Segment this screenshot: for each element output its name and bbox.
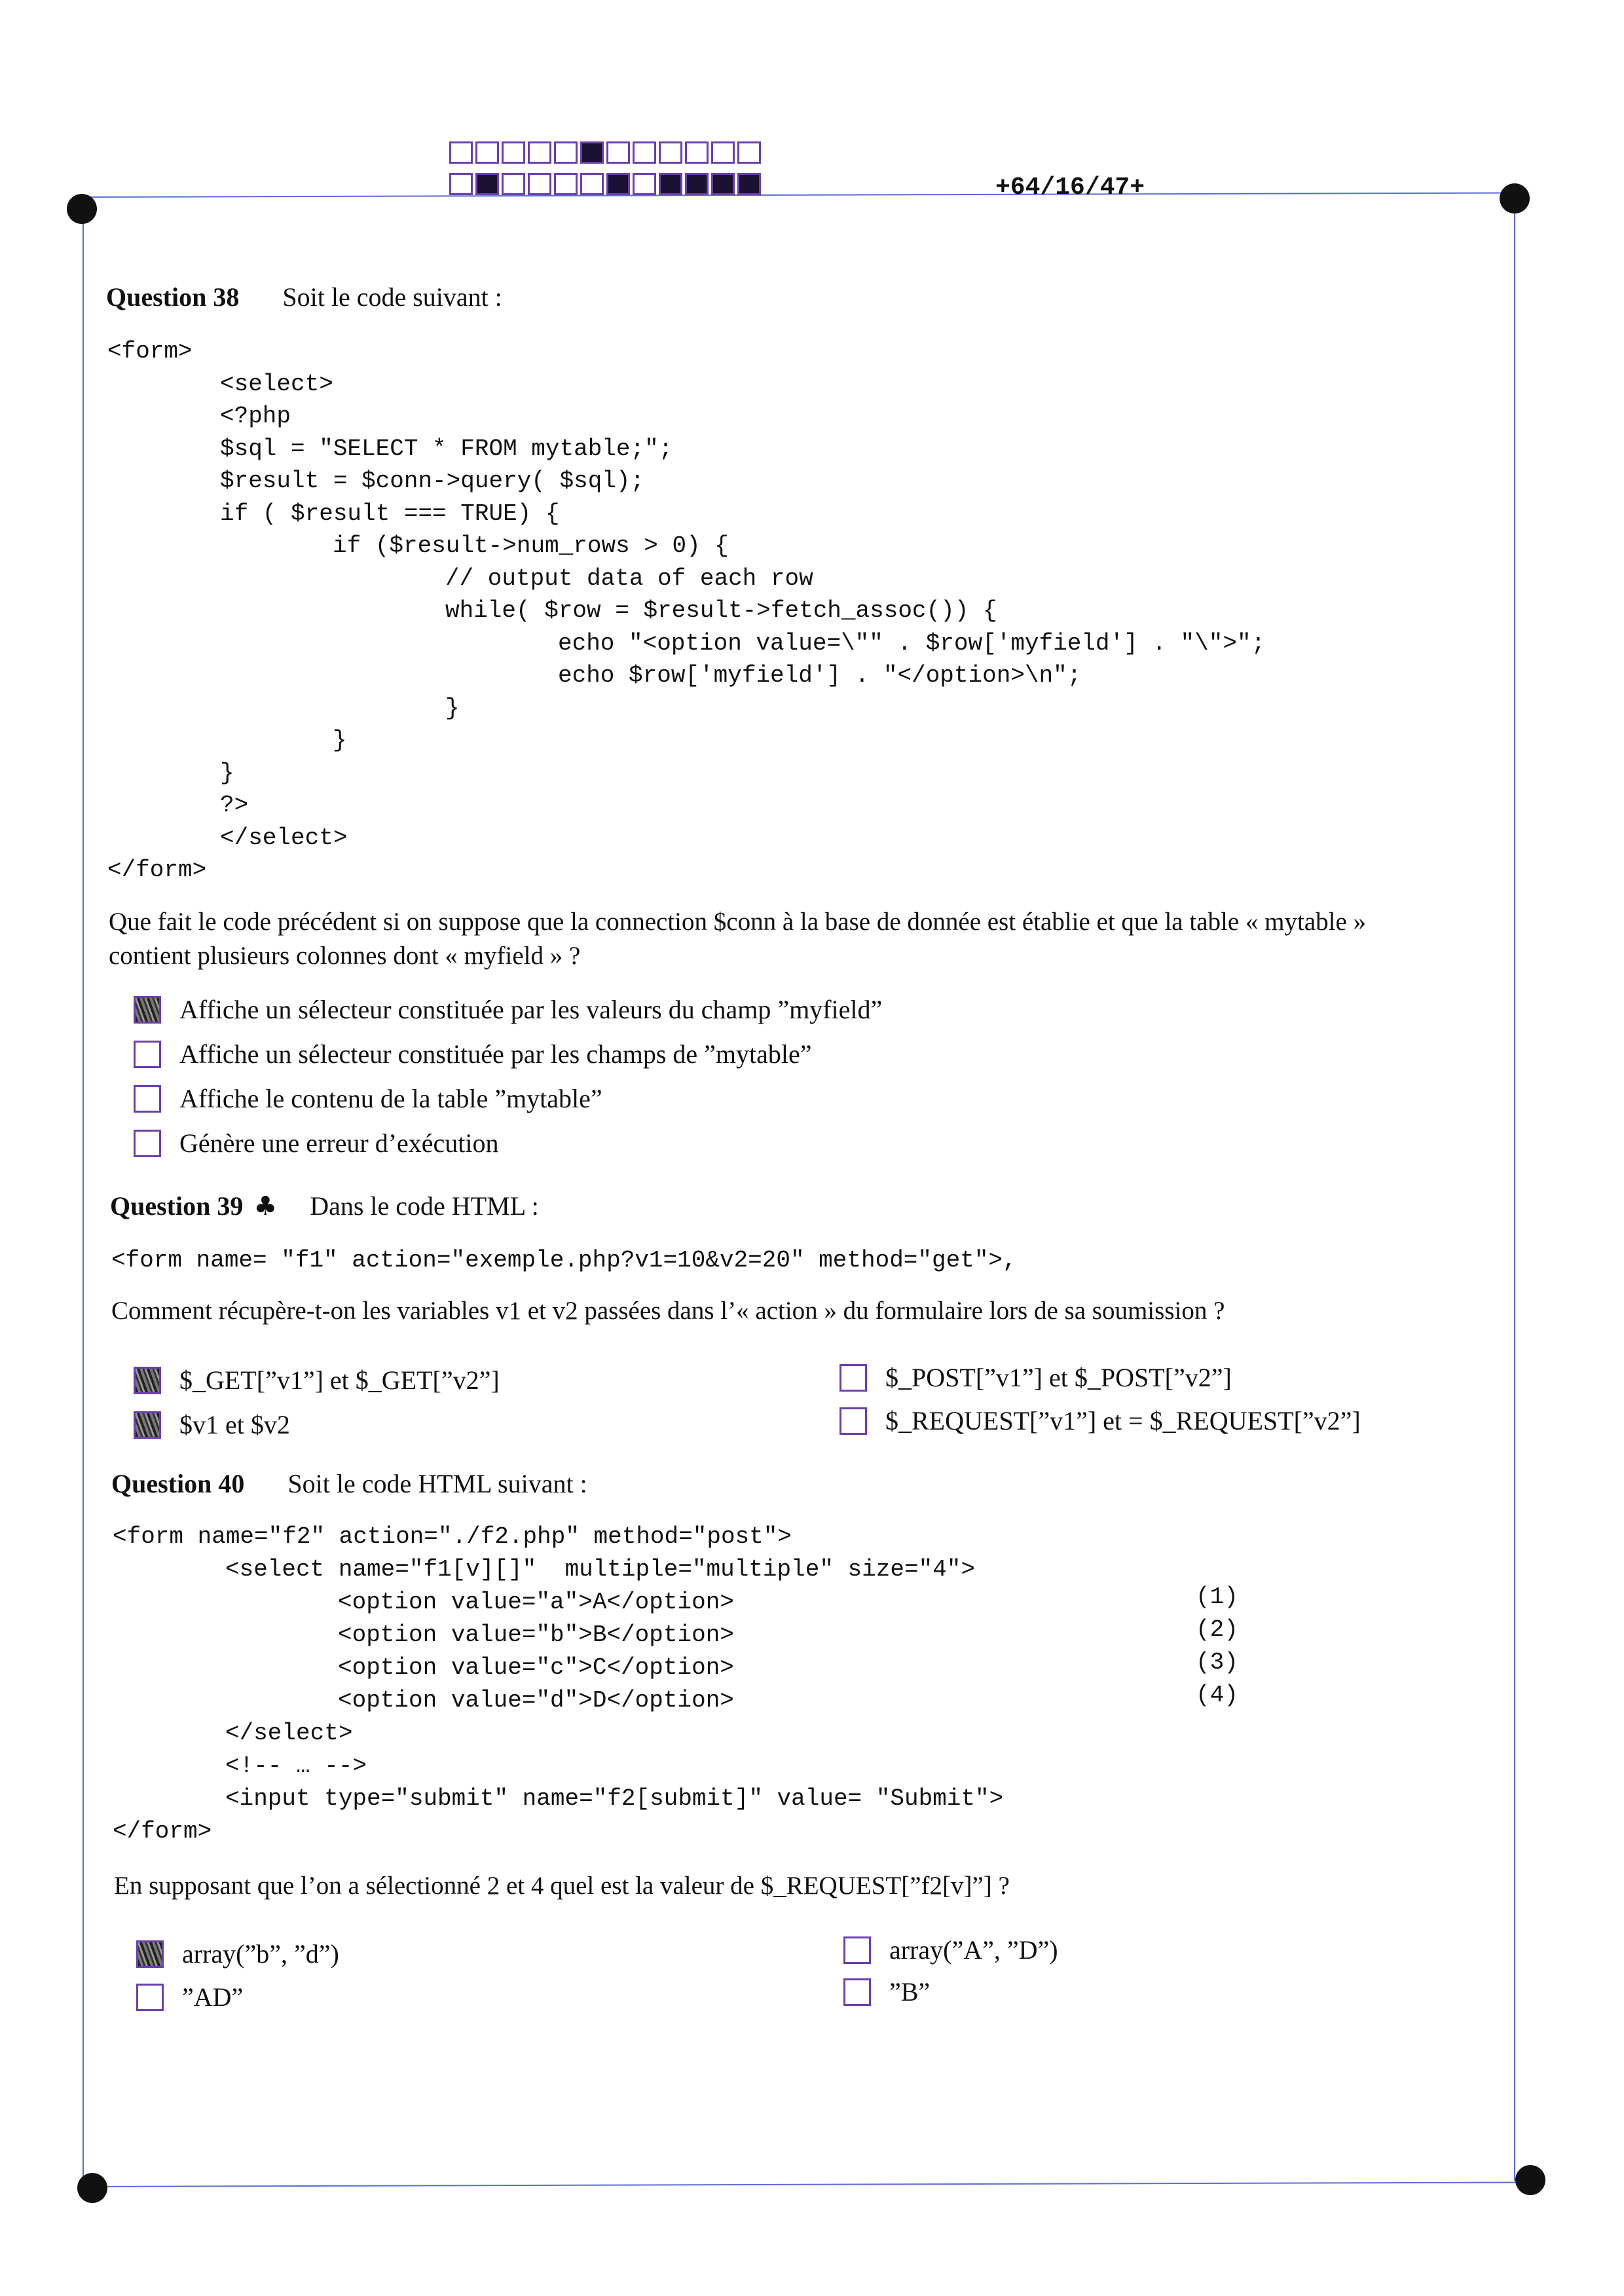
q38-option-2[interactable]	[134, 1039, 812, 1070]
q40-option-3-label: array(”A”, ”D”)	[889, 1935, 1058, 1965]
q38-code-line: while( $row = $result->fetch_assoc()) {	[445, 597, 997, 624]
barcode-top-cell	[659, 141, 682, 164]
q40-code-line: </form>	[113, 1818, 212, 1845]
barcode-bottom-cell	[449, 173, 473, 195]
q40-code-line: <form name="f2" action="./f2.php" method="post">	[113, 1523, 792, 1550]
q38-option-3-checkbox[interactable]	[134, 1085, 161, 1113]
q38-code-line: $sql = "SELECT * FROM mytable;";	[220, 435, 673, 462]
q38-option-2-label: Affiche un sélecteur constituée par les champs de ”mytable”	[179, 1039, 812, 1069]
line-number-2: (2)	[1196, 1616, 1238, 1643]
barcode-bottom-cell	[659, 173, 682, 195]
q40-code-block	[113, 1521, 1226, 1861]
q39-option-4-label: $_REQUEST[”v1”] et = $_REQUEST[”v2”]	[885, 1406, 1361, 1435]
q40-option-4-checkbox[interactable]	[843, 1978, 871, 2006]
q40-option-2-checkbox[interactable]	[136, 1984, 164, 2011]
barcode-top-cell	[580, 141, 604, 164]
q38-question-line-1: Que fait le code précédent si on suppose que la connection $conn à la base de donnée est établie et que la table « mytable »	[109, 908, 1367, 936]
q39-intro: Dans le code HTML :	[310, 1191, 539, 1221]
q38-code-line: // output data of each row	[445, 565, 813, 592]
barcode-top-cell	[737, 141, 761, 164]
q39-option-4-checkbox[interactable]	[840, 1407, 867, 1435]
q38-option-4-checkbox[interactable]	[134, 1130, 161, 1157]
q40-option-2-label: ”AD”	[182, 1982, 244, 2012]
q40-code-line: </select>	[225, 1720, 353, 1747]
q38-code-line: echo "<option value=\"" . $row['myfield'] . "\">";	[558, 629, 1266, 657]
q39-option-1[interactable]	[134, 1365, 500, 1396]
q38-option-3-label: Affiche le contenu de la table ”mytable”	[179, 1084, 602, 1113]
barcode-bottom-cell	[475, 173, 499, 195]
barcode-bottom-cell	[633, 173, 656, 195]
q39-heading	[110, 1191, 539, 1222]
barcode-bottom-cell	[554, 173, 578, 195]
club-icon: ♣	[253, 1191, 278, 1221]
corner-mark-top-left	[67, 194, 97, 224]
barcode-top-cell	[606, 141, 630, 164]
corner-mark-top-right	[1500, 183, 1530, 213]
q40-option-2[interactable]	[136, 1982, 243, 2013]
q40-question: En supposant que l’on a sélectionné 2 et 4 quel est la valeur de $_REQUEST[”f2[v]”] ?	[114, 1872, 1010, 1900]
q40-option-3-checkbox[interactable]	[843, 1936, 871, 1964]
barcode-bottom-cell	[685, 173, 709, 195]
q38-code-line: echo $row['myfield'] . "</option>\n";	[558, 662, 1082, 689]
q39-option-2-checkbox[interactable]	[134, 1411, 161, 1439]
q38-option-3[interactable]	[134, 1083, 602, 1115]
q40-code-line: <option value="a">A</option>	[338, 1589, 734, 1616]
q39-option-1-checkbox[interactable]	[134, 1367, 161, 1394]
frame-left-line	[83, 208, 84, 2185]
q40-code-line: <!-- … -->	[225, 1752, 367, 1779]
q38-code-block	[107, 335, 1352, 892]
barcode-bottom-cell	[502, 173, 525, 195]
q38-code-line: if ($result->num_rows > 0) {	[333, 532, 729, 559]
q39-option-2[interactable]	[134, 1409, 290, 1441]
barcode-bottom-cell	[528, 173, 551, 195]
q38-code-line: <form>	[107, 338, 193, 365]
barcode-bottom-cell	[606, 173, 630, 195]
q40-heading	[111, 1468, 587, 1500]
q39-option-3-checkbox[interactable]	[840, 1364, 867, 1392]
q39-option-3-label: $_POST[”v1”] et $_POST[”v2”]	[885, 1363, 1232, 1392]
q40-option-1-label: array(”b”, ”d”)	[182, 1939, 339, 1969]
q38-code-line: </form>	[107, 857, 207, 883]
line-number-1: (1)	[1196, 1583, 1238, 1610]
q38-code-line: }	[220, 759, 234, 787]
q40-code-line: <option value="d">D</option>	[338, 1687, 734, 1714]
line-number-4: (4)	[1196, 1682, 1238, 1709]
q40-label: Question 40	[111, 1469, 245, 1498]
q38-option-4-label: Génère une erreur d’exécution	[179, 1128, 499, 1158]
q38-label: Question 38	[106, 282, 240, 312]
q38-code-line: }	[445, 694, 460, 722]
frame-bottom-line	[92, 2181, 1530, 2187]
barcode-top-cell	[685, 141, 709, 164]
q38-question-line-2: contient plusieurs colonnes dont « myfield » ?	[109, 942, 581, 970]
q38-option-4[interactable]	[134, 1128, 499, 1159]
q39-option-4[interactable]	[840, 1405, 1361, 1437]
barcode-top-cell	[711, 141, 735, 164]
q40-option-3[interactable]	[843, 1935, 1058, 1966]
q40-code-line: <select name="f1[v][]" multiple="multiple" size="4">	[225, 1556, 975, 1583]
barcode-top-cell	[449, 141, 473, 164]
corner-mark-bottom-right	[1515, 2165, 1545, 2195]
q38-code-line: }	[333, 727, 347, 754]
q40-intro: Soit le code HTML suivant :	[287, 1469, 587, 1498]
barcode-bottom-cell	[711, 173, 735, 195]
q38-code-line: <select>	[220, 370, 333, 398]
q38-option-2-checkbox[interactable]	[134, 1041, 161, 1068]
q38-option-1-label: Affiche un sélecteur constituée par les valeurs du champ ”myfield”	[179, 995, 883, 1024]
q38-intro: Soit le code suivant :	[282, 282, 502, 312]
q40-code-line: <input type="submit" name="f2[submit]" value= "Submit">	[225, 1785, 1004, 1812]
frame-right-line	[1514, 196, 1515, 2181]
frame-top-line	[81, 193, 1515, 198]
barcode-top-cell	[502, 141, 525, 164]
line-number-3: (3)	[1196, 1649, 1238, 1676]
q40-option-4[interactable]	[843, 1976, 930, 2008]
barcode-bottom-cell	[737, 173, 761, 195]
q39-option-2-label: $v1 et $v2	[179, 1410, 290, 1439]
q39-label: Question 39	[110, 1191, 244, 1221]
page-code: +64/16/47+	[995, 174, 1145, 202]
barcode-bottom-row	[449, 173, 761, 195]
q39-code: <form name= "f1" action="exemple.php?v1=10&v2=20" method="get">,	[111, 1247, 1017, 1274]
q38-code-line: </select>	[220, 824, 348, 851]
barcode-top-cell	[554, 141, 578, 164]
q40-option-1[interactable]	[136, 1938, 339, 1970]
q38-code-line: ?>	[220, 792, 249, 819]
q38-option-1[interactable]	[134, 994, 882, 1026]
q38-code-line: <?php	[220, 403, 291, 430]
q39-question: Comment récupère-t-on les variables v1 et v2 passées dans l’« action » du formulaire lors de sa soumission ?	[111, 1297, 1225, 1325]
q40-option-1-checkbox[interactable]	[136, 1940, 164, 1968]
q40-code-line: <option value="c">C</option>	[338, 1654, 734, 1681]
q38-code-line: if ( $result === TRUE) {	[220, 500, 560, 527]
q40-option-4-label: ”B”	[889, 1977, 931, 2007]
q38-heading	[106, 282, 502, 313]
q38-option-1-checkbox[interactable]	[134, 996, 161, 1024]
q38-code-line: $result = $conn->query( $sql);	[220, 468, 645, 494]
corner-mark-bottom-left	[77, 2173, 107, 2203]
barcode-top-cell	[475, 141, 499, 164]
barcode-top-cell	[633, 141, 656, 164]
q40-code-line: <option value="b">B</option>	[338, 1621, 734, 1648]
q39-option-3[interactable]	[840, 1362, 1232, 1394]
barcode-top-row	[449, 141, 761, 164]
barcode-top-cell	[528, 141, 551, 164]
q39-option-1-label: $_GET[”v1”] et $_GET[”v2”]	[179, 1365, 500, 1395]
barcode-bottom-cell	[580, 173, 604, 195]
